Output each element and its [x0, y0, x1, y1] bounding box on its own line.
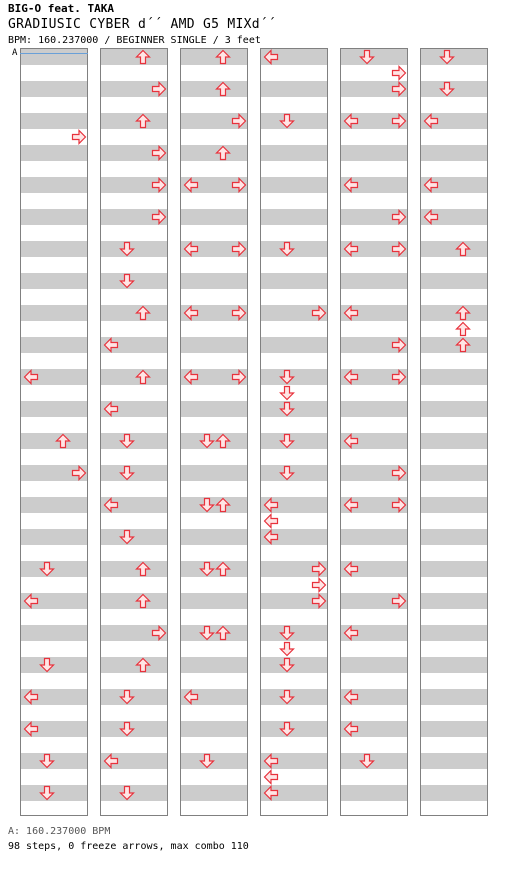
beat-band	[341, 785, 407, 801]
left-arrow-icon	[23, 369, 39, 385]
up-arrow-icon	[135, 593, 151, 609]
left-arrow-icon	[263, 769, 279, 785]
beat-band	[421, 721, 487, 737]
beat-band	[181, 401, 247, 417]
beat-band	[21, 113, 87, 129]
down-arrow-icon	[279, 657, 295, 673]
left-arrow-icon	[263, 49, 279, 65]
left-arrow-icon	[183, 305, 199, 321]
right-arrow-icon	[151, 209, 167, 225]
up-arrow-icon	[135, 561, 151, 577]
left-arrow-icon	[343, 689, 359, 705]
right-arrow-icon	[391, 65, 407, 81]
beat-band	[21, 49, 87, 65]
beat-band	[421, 625, 487, 641]
up-arrow-icon	[215, 49, 231, 65]
right-arrow-icon	[231, 177, 247, 193]
left-arrow-icon	[263, 497, 279, 513]
right-arrow-icon	[391, 209, 407, 225]
beat-band	[261, 209, 327, 225]
beat-band	[421, 305, 487, 321]
beat-band	[21, 625, 87, 641]
right-arrow-icon	[231, 305, 247, 321]
down-arrow-icon	[39, 657, 55, 673]
left-arrow-icon	[103, 337, 119, 353]
right-arrow-icon	[391, 113, 407, 129]
right-arrow-icon	[391, 337, 407, 353]
down-arrow-icon	[199, 497, 215, 513]
beat-band	[181, 657, 247, 673]
up-arrow-icon	[135, 657, 151, 673]
beat-band	[341, 657, 407, 673]
beat-band	[421, 273, 487, 289]
beat-band	[101, 593, 167, 609]
beat-band	[101, 369, 167, 385]
left-arrow-icon	[23, 689, 39, 705]
beat-band	[181, 273, 247, 289]
beat-band	[421, 657, 487, 673]
beat-band	[101, 49, 167, 65]
beat-band	[21, 241, 87, 257]
down-arrow-icon	[279, 113, 295, 129]
beat-band	[101, 305, 167, 321]
chart-column-4	[260, 48, 328, 816]
down-arrow-icon	[279, 369, 295, 385]
right-arrow-icon	[391, 465, 407, 481]
bpm-marker: A	[12, 48, 18, 58]
left-arrow-icon	[103, 401, 119, 417]
chart-column-5	[340, 48, 408, 816]
beat-band	[101, 113, 167, 129]
down-arrow-icon	[439, 81, 455, 97]
left-arrow-icon	[263, 785, 279, 801]
down-arrow-icon	[39, 561, 55, 577]
beat-band	[21, 433, 87, 449]
beat-band	[21, 337, 87, 353]
beat-band	[181, 145, 247, 161]
down-arrow-icon	[39, 753, 55, 769]
left-arrow-icon	[423, 113, 439, 129]
beat-band	[101, 561, 167, 577]
left-arrow-icon	[423, 177, 439, 193]
down-arrow-icon	[119, 241, 135, 257]
right-arrow-icon	[391, 241, 407, 257]
right-arrow-icon	[311, 577, 327, 593]
down-arrow-icon	[119, 465, 135, 481]
beat-band	[421, 433, 487, 449]
beat-band	[181, 529, 247, 545]
down-arrow-icon	[359, 753, 375, 769]
right-arrow-icon	[151, 81, 167, 97]
beat-band	[421, 337, 487, 353]
left-arrow-icon	[23, 721, 39, 737]
up-arrow-icon	[135, 369, 151, 385]
beat-band	[181, 465, 247, 481]
down-arrow-icon	[279, 721, 295, 737]
up-arrow-icon	[215, 81, 231, 97]
right-arrow-icon	[311, 305, 327, 321]
song-artist: BIG-O feat. TAKA	[8, 2, 114, 15]
right-arrow-icon	[151, 177, 167, 193]
beat-band	[421, 401, 487, 417]
left-arrow-icon	[183, 689, 199, 705]
chart-column-3	[180, 48, 248, 816]
left-arrow-icon	[183, 369, 199, 385]
left-arrow-icon	[423, 209, 439, 225]
beat-band	[341, 273, 407, 289]
beat-band	[261, 177, 327, 193]
left-arrow-icon	[23, 593, 39, 609]
beat-band	[181, 81, 247, 97]
beat-band	[21, 401, 87, 417]
step-chart	[20, 48, 490, 816]
beat-band	[101, 657, 167, 673]
down-arrow-icon	[199, 625, 215, 641]
beat-band	[421, 145, 487, 161]
up-arrow-icon	[215, 433, 231, 449]
left-arrow-icon	[343, 433, 359, 449]
beat-band	[421, 785, 487, 801]
beat-band	[181, 209, 247, 225]
left-arrow-icon	[343, 721, 359, 737]
left-arrow-icon	[343, 625, 359, 641]
down-arrow-icon	[119, 433, 135, 449]
up-arrow-icon	[215, 145, 231, 161]
bpm-legend: A: 160.237000 BPM	[8, 826, 111, 837]
bpm-marker-line	[20, 53, 88, 54]
beat-band	[421, 369, 487, 385]
beat-band	[421, 465, 487, 481]
down-arrow-icon	[119, 273, 135, 289]
left-arrow-icon	[343, 369, 359, 385]
beat-band	[181, 49, 247, 65]
down-arrow-icon	[279, 465, 295, 481]
beat-band	[261, 145, 327, 161]
beat-band	[341, 145, 407, 161]
right-arrow-icon	[391, 369, 407, 385]
right-arrow-icon	[231, 241, 247, 257]
right-arrow-icon	[231, 369, 247, 385]
down-arrow-icon	[439, 49, 455, 65]
down-arrow-icon	[119, 785, 135, 801]
right-arrow-icon	[311, 593, 327, 609]
left-arrow-icon	[183, 241, 199, 257]
left-arrow-icon	[343, 113, 359, 129]
down-arrow-icon	[279, 433, 295, 449]
beat-band	[21, 497, 87, 513]
left-arrow-icon	[183, 177, 199, 193]
left-arrow-icon	[343, 497, 359, 513]
chart-column-2	[100, 48, 168, 816]
left-arrow-icon	[103, 497, 119, 513]
right-arrow-icon	[71, 465, 87, 481]
beat-band	[181, 593, 247, 609]
beat-band	[181, 337, 247, 353]
up-arrow-icon	[455, 305, 471, 321]
left-arrow-icon	[263, 753, 279, 769]
beat-band	[261, 337, 327, 353]
beat-band	[21, 273, 87, 289]
beat-band	[341, 529, 407, 545]
down-arrow-icon	[279, 385, 295, 401]
down-arrow-icon	[119, 721, 135, 737]
chart-summary: 98 steps, 0 freeze arrows, max combo 110	[8, 841, 249, 852]
beat-band	[21, 177, 87, 193]
left-arrow-icon	[343, 177, 359, 193]
beat-band	[181, 721, 247, 737]
up-arrow-icon	[135, 113, 151, 129]
down-arrow-icon	[119, 689, 135, 705]
left-arrow-icon	[343, 305, 359, 321]
right-arrow-icon	[311, 561, 327, 577]
down-arrow-icon	[279, 689, 295, 705]
right-arrow-icon	[231, 113, 247, 129]
right-arrow-icon	[71, 129, 87, 145]
left-arrow-icon	[343, 241, 359, 257]
left-arrow-icon	[103, 753, 119, 769]
up-arrow-icon	[215, 625, 231, 641]
left-arrow-icon	[263, 529, 279, 545]
down-arrow-icon	[359, 49, 375, 65]
down-arrow-icon	[199, 433, 215, 449]
beat-band	[421, 529, 487, 545]
right-arrow-icon	[151, 625, 167, 641]
beat-band	[261, 81, 327, 97]
down-arrow-icon	[199, 561, 215, 577]
up-arrow-icon	[135, 49, 151, 65]
up-arrow-icon	[55, 433, 71, 449]
beat-band	[341, 401, 407, 417]
up-arrow-icon	[455, 241, 471, 257]
chart-column-1	[20, 48, 88, 816]
down-arrow-icon	[199, 753, 215, 769]
down-arrow-icon	[39, 785, 55, 801]
right-arrow-icon	[151, 145, 167, 161]
song-title: GRADIUSIC CYBER d´´ AMD G5 MIXd´´	[8, 17, 277, 32]
beat-band	[21, 81, 87, 97]
up-arrow-icon	[215, 497, 231, 513]
up-arrow-icon	[215, 561, 231, 577]
beat-band	[181, 785, 247, 801]
beat-band	[421, 241, 487, 257]
right-arrow-icon	[391, 497, 407, 513]
left-arrow-icon	[343, 561, 359, 577]
up-arrow-icon	[455, 337, 471, 353]
beat-band	[421, 497, 487, 513]
beat-band	[21, 209, 87, 225]
down-arrow-icon	[279, 625, 295, 641]
beat-band	[421, 561, 487, 577]
beat-band	[21, 305, 87, 321]
left-arrow-icon	[263, 513, 279, 529]
right-arrow-icon	[391, 593, 407, 609]
down-arrow-icon	[119, 529, 135, 545]
down-arrow-icon	[279, 641, 295, 657]
chart-column-6	[420, 48, 488, 816]
right-arrow-icon	[391, 81, 407, 97]
down-arrow-icon	[279, 401, 295, 417]
up-arrow-icon	[455, 321, 471, 337]
down-arrow-icon	[279, 241, 295, 257]
chart-info: BPM: 160.237000 / BEGINNER SINGLE / 3 feet	[8, 35, 261, 46]
up-arrow-icon	[135, 305, 151, 321]
beat-band	[421, 689, 487, 705]
beat-band	[421, 593, 487, 609]
beat-band	[261, 273, 327, 289]
beat-band	[21, 145, 87, 161]
beat-band	[421, 753, 487, 769]
beat-band	[21, 529, 87, 545]
